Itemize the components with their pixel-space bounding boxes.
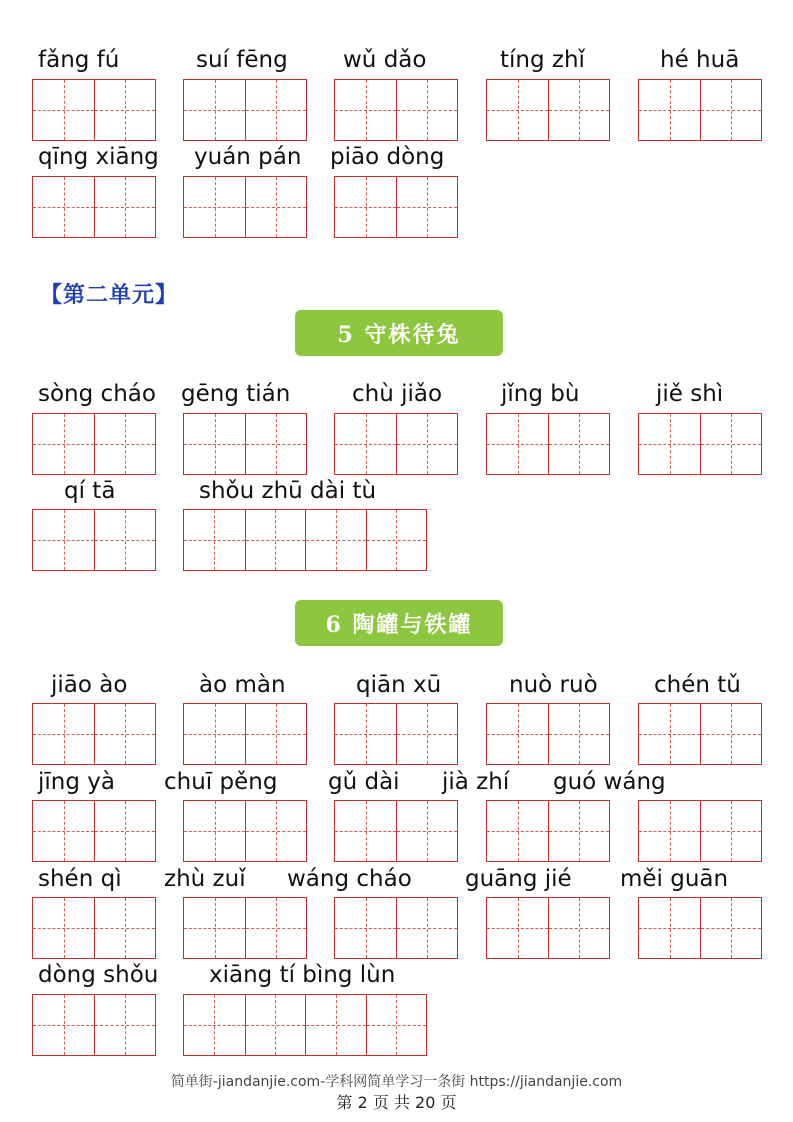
pinyin-label: wáng cháo	[287, 866, 412, 892]
pinyin-label: jià zhí	[442, 769, 510, 795]
writing-grid[interactable]	[334, 79, 458, 141]
pinyin-label: guāng jié	[465, 866, 572, 892]
writing-grid[interactable]	[183, 176, 307, 238]
writing-grid[interactable]	[32, 509, 156, 571]
writing-grid[interactable]	[638, 703, 762, 765]
pinyin-label: tíng zhǐ	[500, 47, 585, 73]
pinyin-label: chén tǔ	[654, 672, 741, 698]
writing-grid[interactable]	[334, 413, 458, 475]
pinyin-label: qīng xiāng	[38, 144, 159, 170]
writing-grid[interactable]	[32, 897, 156, 959]
pinyin-label: hé huā	[660, 47, 740, 73]
pinyin-label: suí fēng	[196, 47, 288, 73]
pinyin-label: gǔ dài	[328, 769, 400, 795]
pinyin-label: chù jiǎo	[352, 381, 443, 407]
unit-header: 【第二单元】	[40, 282, 179, 308]
writing-grid[interactable]	[486, 800, 610, 862]
pinyin-label: sòng cháo	[38, 381, 156, 407]
writing-grid[interactable]	[638, 79, 762, 141]
pinyin-label: dòng shǒu	[38, 962, 159, 988]
pinyin-label: wǔ dǎo	[343, 47, 427, 73]
writing-grid[interactable]	[334, 176, 458, 238]
pinyin-label: guó wáng	[553, 769, 666, 795]
footer-page-number: 第 2 页 共 20 页	[336, 1093, 457, 1112]
pinyin-label: shén qì	[38, 866, 122, 892]
pinyin-label: nuò ruò	[509, 672, 598, 698]
pinyin-label: měi guān	[620, 866, 729, 892]
writing-grid[interactable]	[32, 703, 156, 765]
writing-grid[interactable]	[32, 79, 156, 141]
writing-grid[interactable]	[334, 703, 458, 765]
writing-grid[interactable]	[183, 413, 307, 475]
pinyin-label: piāo dòng	[330, 144, 445, 170]
writing-grid[interactable]	[486, 897, 610, 959]
writing-grid[interactable]	[334, 897, 458, 959]
writing-grid[interactable]	[183, 703, 307, 765]
writing-grid[interactable]	[32, 176, 156, 238]
writing-grid[interactable]	[486, 413, 610, 475]
pinyin-label: zhù zuǐ	[164, 866, 246, 892]
writing-grid[interactable]	[638, 413, 762, 475]
writing-grid[interactable]	[638, 897, 762, 959]
writing-grid[interactable]	[183, 800, 307, 862]
writing-grid[interactable]	[32, 994, 156, 1056]
writing-grid[interactable]	[183, 79, 307, 141]
pinyin-label: jīng yà	[38, 769, 115, 795]
pinyin-label: shǒu zhū dài tù	[199, 478, 377, 504]
pinyin-label: gēng tián	[181, 381, 291, 407]
footer-source-text: 简单街-jiandanjie.com-学科网简单学习一条街 https://jiandanjie.com	[170, 1074, 623, 1090]
pinyin-label: ào màn	[199, 672, 286, 698]
pinyin-label: qiān xū	[356, 672, 442, 698]
writing-grid[interactable]	[486, 79, 610, 141]
writing-grid[interactable]	[638, 800, 762, 862]
pinyin-label: xiāng tí bìng lùn	[209, 962, 396, 988]
writing-grid[interactable]	[183, 509, 427, 571]
lesson-title-badge: 5 守株待兔	[295, 310, 503, 356]
writing-grid[interactable]	[32, 800, 156, 862]
writing-grid[interactable]	[183, 897, 307, 959]
pinyin-label: jǐng bù	[501, 381, 580, 407]
lesson-title-badge: 6 陶罐与铁罐	[295, 600, 503, 646]
pinyin-label: jiāo ào	[51, 672, 128, 698]
pinyin-label: yuán pán	[194, 144, 302, 170]
pinyin-label: fǎng fú	[38, 47, 120, 73]
pinyin-label: jiě shì	[656, 381, 724, 407]
pinyin-label: chuī pěng	[164, 769, 278, 795]
writing-grid[interactable]	[32, 413, 156, 475]
pinyin-label: qí tā	[64, 478, 116, 504]
writing-grid[interactable]	[334, 800, 458, 862]
writing-grid[interactable]	[486, 703, 610, 765]
writing-grid[interactable]	[183, 994, 427, 1056]
